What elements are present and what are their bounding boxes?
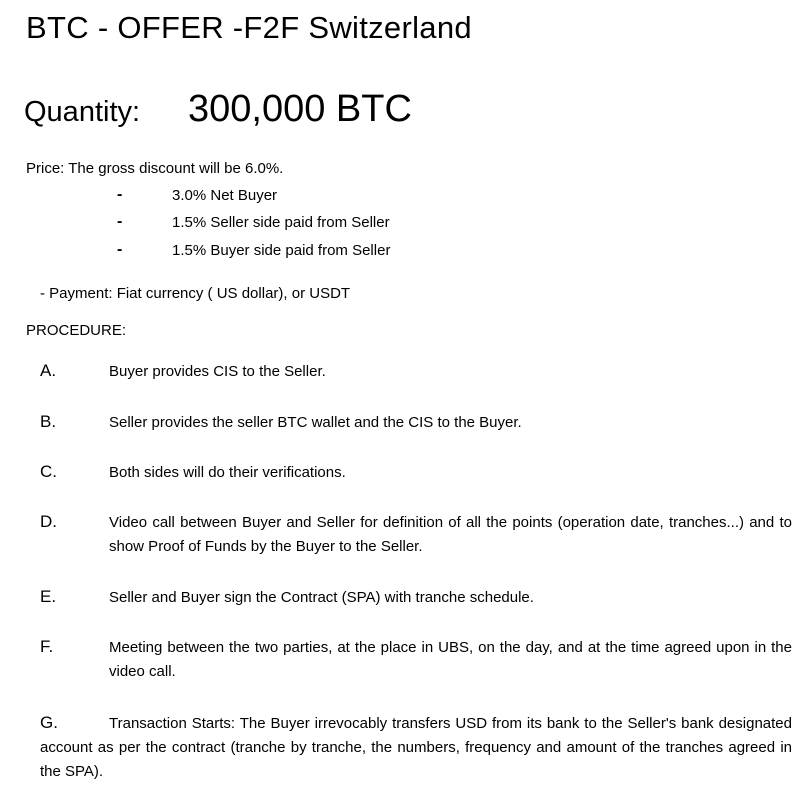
- step-text-e: Seller and Buyer sign the Contract (SPA) with tranche schedule.: [109, 589, 534, 606]
- bullet-dash: -: [117, 186, 123, 203]
- step-text-a: Buyer provides CIS to the Seller.: [109, 363, 326, 380]
- step-text-b: Seller provides the seller BTC wallet and the CIS to the Buyer.: [109, 414, 522, 431]
- step-text-c: Both sides will do their verifications.: [109, 464, 346, 481]
- step-letter-d: D.: [40, 512, 57, 531]
- price-line: Price: The gross discount will be 6.0%.: [26, 160, 284, 177]
- document-title: BTC - OFFER -F2F Switzerland: [26, 10, 472, 45]
- step-letter-a: A.: [40, 361, 57, 380]
- step-text-f: Meeting between the two parties, at the place in UBS, on the day, and at the time agreed upon in the video call.: [109, 639, 792, 680]
- step-text-g: Transaction Starts: The Buyer irrevocably transfers USD from its bank to the Seller's bank designated account as per the contract (tranche by tranche, the numbers, frequency and amount of the tranches agreed in the SPA).: [40, 715, 792, 780]
- step-letter-g: G.: [40, 713, 58, 732]
- bullet-net-buyer: 3.0% Net Buyer: [172, 187, 278, 204]
- step-letter-c: C.: [40, 462, 57, 481]
- step-letter-f: F.: [40, 637, 54, 656]
- payment-line: - Payment: Fiat currency ( US dollar), or USDT: [40, 285, 351, 302]
- quantity-label: Quantity:: [24, 96, 141, 128]
- quantity-value: 300,000 BTC: [188, 88, 412, 130]
- bullet-buyer-side: 1.5% Buyer side paid from Seller: [172, 242, 391, 259]
- step-text-d: Video call between Buyer and Seller for definition of all the points (operation date, tranches...) and to show Proof of Funds by the Buyer to the Seller.: [109, 514, 792, 555]
- procedure-heading: PROCEDURE:: [26, 322, 127, 339]
- bullet-seller-side: 1.5% Seller side paid from Seller: [172, 214, 390, 231]
- bullet-dash: -: [117, 213, 123, 230]
- step-letter-e: E.: [40, 587, 57, 606]
- step-letter-b: B.: [40, 412, 57, 431]
- step-g: [40, 711, 792, 784]
- bullet-dash: -: [117, 241, 123, 258]
